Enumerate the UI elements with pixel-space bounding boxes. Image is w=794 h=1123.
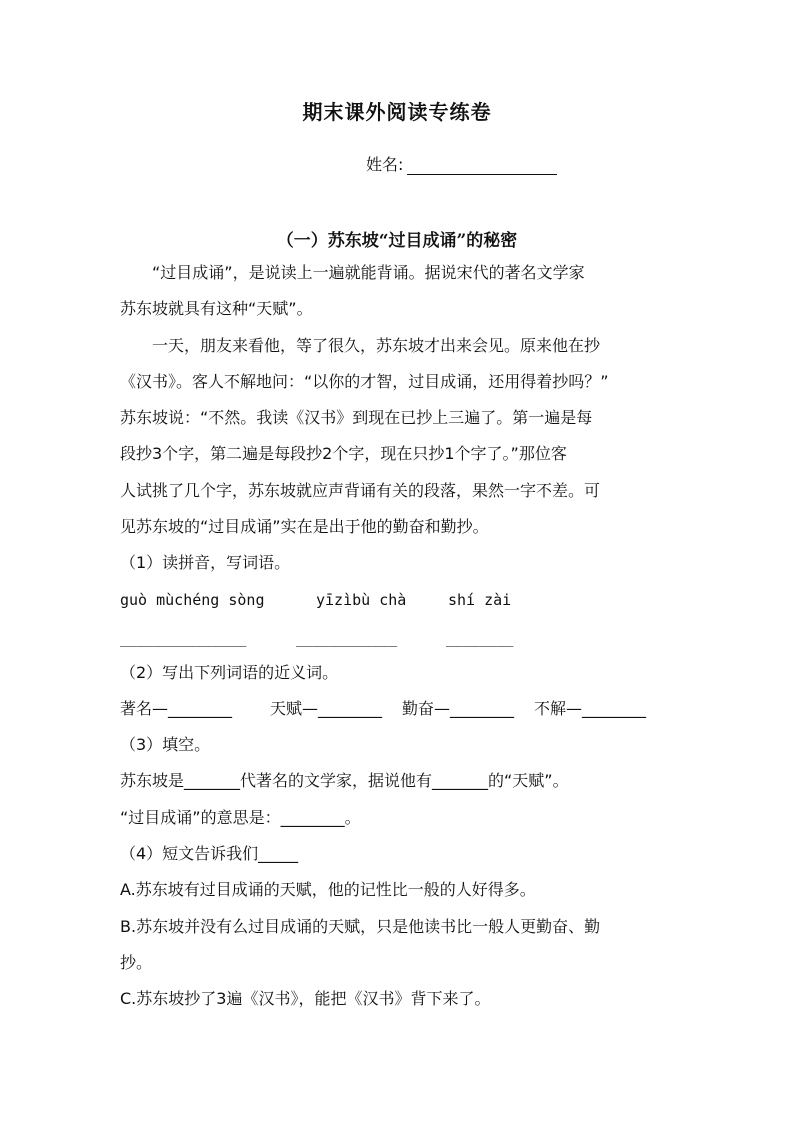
option-c[interactable]: C.苏东坡抄了3遍《汉书》，能把《汉书》背下来了。 <box>120 989 491 1008</box>
fill-blank-line[interactable]: 苏东坡是_______代著名的文学家，据说他有_______的“天赋”。 <box>120 771 569 790</box>
synonym-item[interactable]: 不解—________ <box>534 699 647 718</box>
section-title: （一）苏东坡“过目成诵”的秘密 <box>276 231 518 251</box>
passage-line: 苏东坡说：“不然。我读《汉书》到现在已抄上三遍了。第一遍是每 <box>120 408 593 427</box>
fill-blank-line[interactable]: “过目成诵”的意思是：________。 <box>120 808 361 827</box>
question-1-prompt: （1）读拼音，写词语。 <box>120 553 291 572</box>
answer-blank-1[interactable]: _______________ <box>120 631 247 647</box>
answer-blank-row <box>120 628 690 650</box>
page-title: 期末课外阅读专练卷 <box>302 100 492 124</box>
option-a[interactable]: A.苏东坡有过目成诵的天赋，他的记性比一般的人好得多。 <box>120 880 536 899</box>
answer-blank-3[interactable]: ________ <box>446 631 514 647</box>
synonym-row <box>120 698 690 720</box>
passage-line: 段抄3个字，第二遍是每段抄2个字，现在只抄1个字了。”那位客 <box>120 444 567 463</box>
passage-line: 见苏东坡的“过目成诵”实在是出于他的勤奋和勤抄。 <box>120 517 489 536</box>
passage-line: “过目成诵”，是说读上一遍就能背诵。据说宋代的著名文学家 <box>152 263 585 282</box>
question-2-prompt: （2）写出下列词语的近义词。 <box>120 663 339 682</box>
question-3-prompt: （3）填空。 <box>120 735 211 754</box>
name-label: 姓名: <box>366 155 404 174</box>
passage-line: 苏东坡就具有这种“天赋”。 <box>120 299 313 318</box>
synonym-item[interactable]: 著名—________ <box>120 699 233 718</box>
passage-line: 《汉书》。客人不解地问：“以你的才智，过目成诵，还用得着抄吗？” <box>120 372 609 391</box>
synonym-item[interactable]: 勤奋—________ <box>402 699 515 718</box>
passage-line: 一天，朋友来看他，等了很久，苏东坡才出来会见。原来他在抄 <box>152 336 601 355</box>
pinyin-1: guò mùchéng sòng <box>120 591 265 609</box>
question-4-prompt: （4）短文告诉我们_____ <box>120 844 299 863</box>
answer-blank-2[interactable]: ____________ <box>296 631 398 647</box>
option-b-continued[interactable]: 抄。 <box>120 953 153 972</box>
pinyin-row <box>120 589 690 611</box>
name-field-row <box>366 152 557 175</box>
passage-line: 人试挑了几个字，苏东坡就应声背诵有关的段落，果然一字不差。可 <box>120 481 601 500</box>
pinyin-2: yīzìbù chà <box>316 591 407 609</box>
pinyin-3: shí zài <box>448 591 512 609</box>
name-field[interactable] <box>407 154 557 175</box>
option-b[interactable]: B.苏东坡并没有么过目成诵的天赋，只是他读书比一般人更勤奋、勤 <box>120 917 601 936</box>
synonym-item[interactable]: 天赋—________ <box>270 699 383 718</box>
